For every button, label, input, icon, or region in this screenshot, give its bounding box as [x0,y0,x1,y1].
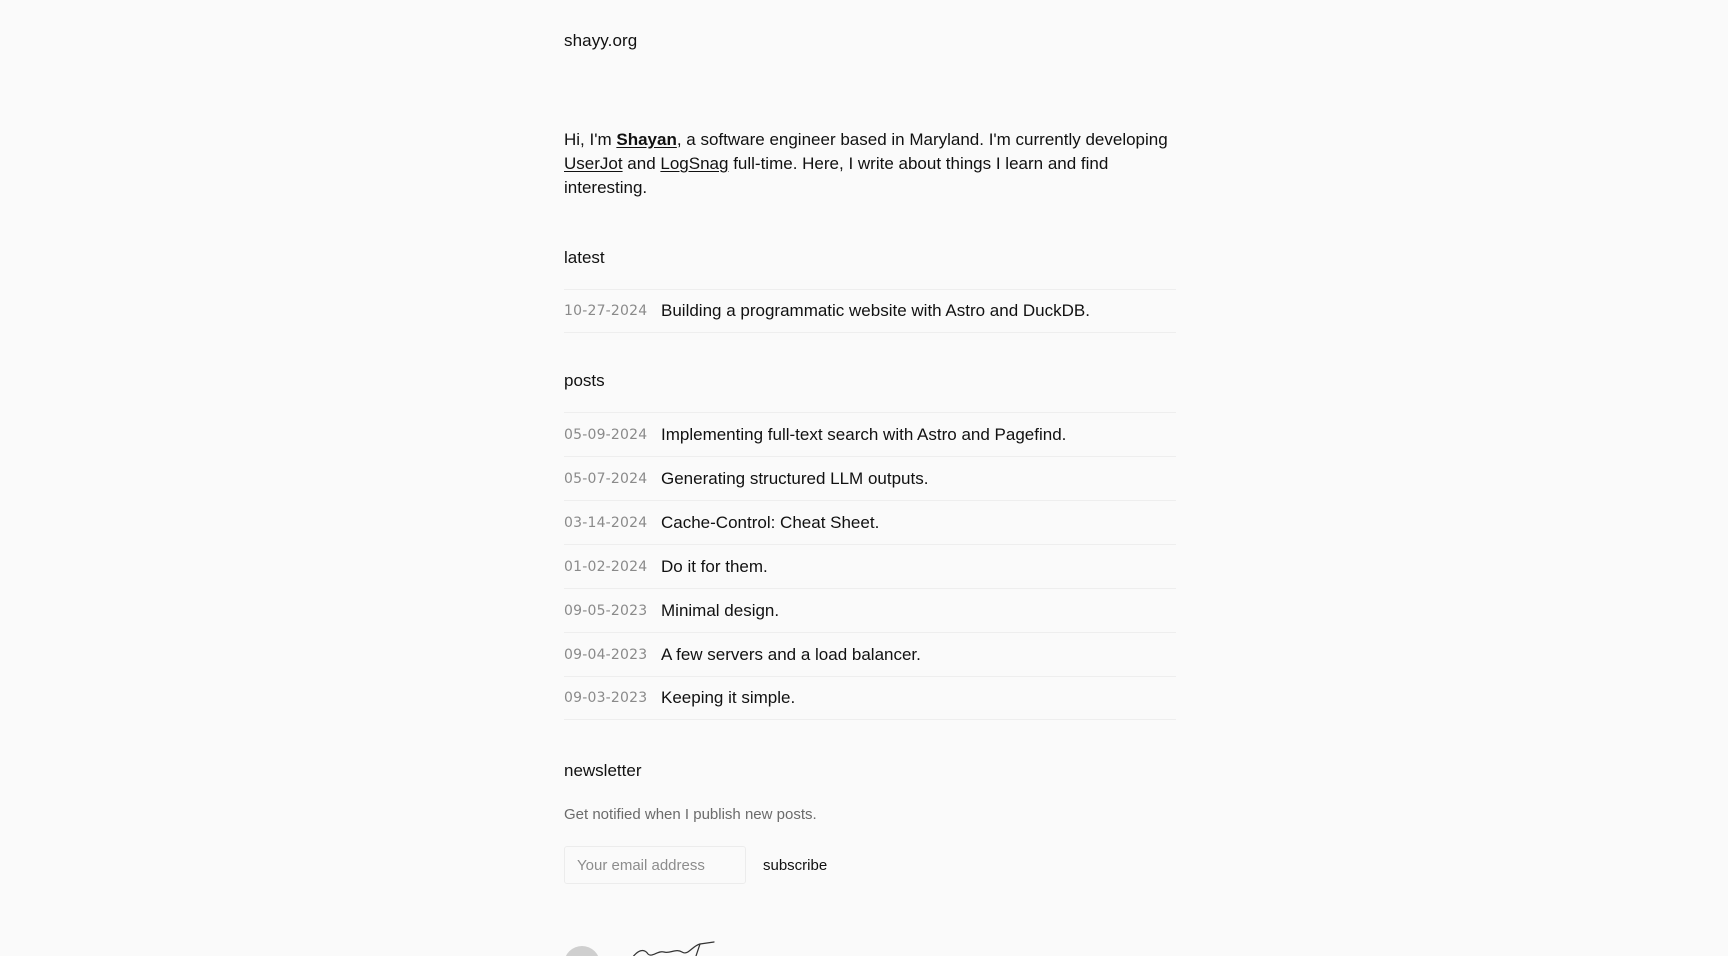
post-title-link[interactable]: Keeping it simple. [661,688,796,707]
newsletter-form [564,846,836,884]
subscribe-button[interactable]: subscribe [754,846,836,884]
site-title-link[interactable]: shayy.org [564,31,638,50]
intro-and: and [622,154,661,173]
latest-list-item [564,289,1176,333]
posts-list-item [564,412,1176,456]
intro-paragraph [564,128,1184,200]
posts-heading: posts [564,371,605,390]
posts-list-item [564,676,1176,720]
posts-list [564,412,1176,720]
post-date: 01-02-2024 [564,558,648,575]
posts-list-item [564,632,1176,676]
posts-list-item [564,500,1176,544]
newsletter-description: Get notified when I publish new posts. [564,806,817,823]
post-title-link[interactable]: Do it for them. [661,556,768,576]
post-title-link[interactable]: Implementing full-text search with Astro and Pagefind. [661,424,1067,444]
latest-heading: latest [564,248,605,267]
posts-list-item [564,544,1176,588]
author-name-link[interactable]: Shayan [616,130,677,149]
posts-list-item [564,456,1176,500]
post-date: 09-05-2023 [564,602,648,619]
post-date: 05-09-2024 [564,426,648,443]
intro-suffix: full-time. Here, I write about things I learn and find interesting. [564,154,1109,197]
avatar-icon [564,946,600,956]
post-date: 09-03-2023 [564,690,648,706]
post-date: 03-14-2024 [564,514,648,531]
latest-list [564,289,1176,333]
post-date: 05-07-2024 [564,470,648,487]
logsnag-link[interactable]: LogSnag [660,154,729,173]
post-date: 09-04-2023 [564,646,648,663]
signature-icon [630,940,720,956]
posts-list-item [564,588,1176,632]
email-input[interactable] [564,846,746,884]
post-title-link[interactable]: Cache-Control: Cheat Sheet. [661,512,880,532]
intro-middle: , a software engineer based in Maryland. I'm currently developing [676,130,1168,149]
post-title-link[interactable]: Generating structured LLM outputs. [661,468,929,488]
post-date: 10-27-2024 [564,303,648,319]
post-title-link[interactable]: A few servers and a load balancer. [661,644,921,664]
userjot-link[interactable]: UserJot [564,154,623,173]
intro-prefix: Hi, I'm [564,130,617,149]
post-title-link[interactable]: Building a programmatic website with Astro and DuckDB. [661,301,1090,320]
post-title-link[interactable]: Minimal design. [661,600,780,620]
newsletter-heading: newsletter [564,761,642,780]
